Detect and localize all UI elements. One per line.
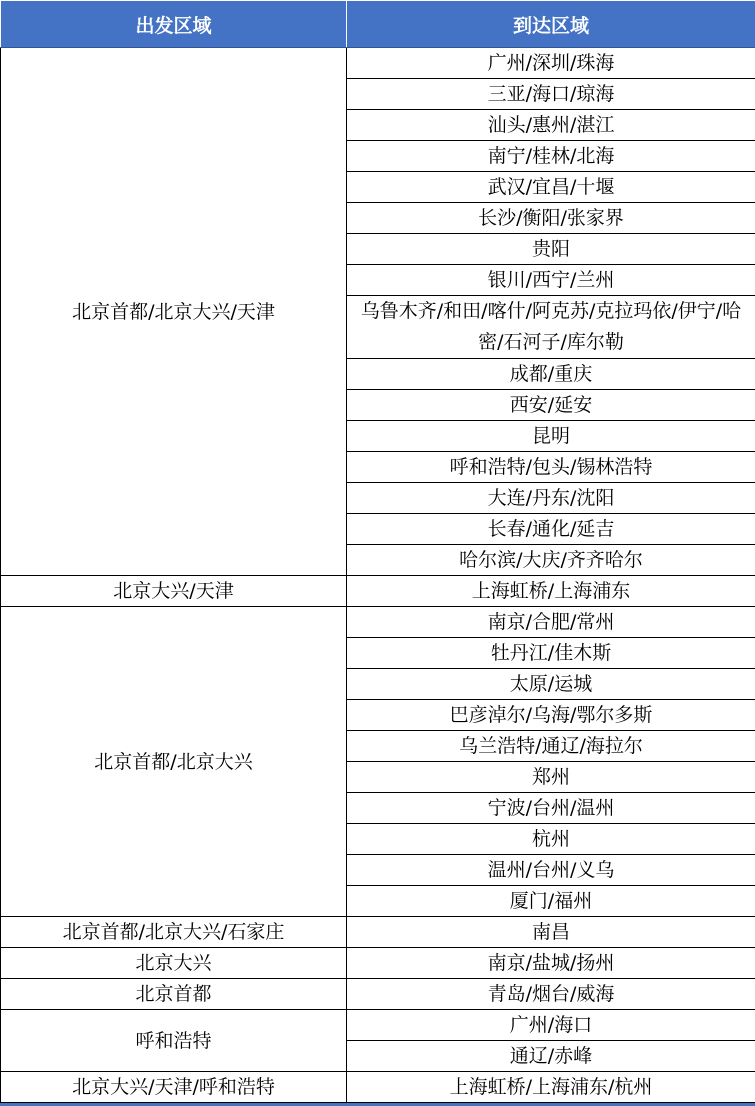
- arrival-cell: 乌鲁木齐/和田/喀什/阿克苏/克拉玛依/伊宁/哈密/石河子/库尔勒: [347, 296, 755, 359]
- arrival-cell: 广州/深圳/珠海: [347, 48, 755, 79]
- arrival-cell: 上海虹桥/上海浦东: [347, 576, 755, 607]
- arrival-cell: 昆明: [347, 421, 755, 452]
- table-row: [1, 1010, 755, 1041]
- arrival-cell: 上海虹桥/上海浦东/杭州: [347, 1072, 755, 1103]
- departure-header: 出发区域: [1, 1, 347, 48]
- arrival-cell: 哈尔滨/大庆/齐齐哈尔: [347, 545, 755, 576]
- arrival-cell: 通辽/赤峰: [347, 1041, 755, 1072]
- table-row: [1, 979, 755, 1010]
- arrival-cell: 宁波/台州/温州: [347, 793, 755, 824]
- arrival-cell: 青岛/烟台/威海: [347, 979, 755, 1010]
- header-row: [1, 1, 755, 48]
- arrival-cell: 大连/丹东/沈阳: [347, 483, 755, 514]
- arrival-cell: 贵阳: [347, 234, 755, 265]
- arrival-cell: 太原/运城: [347, 669, 755, 700]
- table-row: [1, 1072, 755, 1103]
- arrival-cell: 广州/海口: [347, 1010, 755, 1041]
- arrival-cell: 成都/重庆: [347, 359, 755, 390]
- arrival-cell: 武汉/宜昌/十堰: [347, 172, 755, 203]
- table-row: [1, 917, 755, 948]
- arrival-header: 到达区域: [347, 1, 755, 48]
- table-row: [1, 48, 755, 79]
- departure-cell: 北京首都/北京大兴/天津: [1, 48, 347, 576]
- arrival-cell: 汕头/惠州/湛江: [347, 110, 755, 141]
- arrival-cell: 杭州: [347, 824, 755, 855]
- arrival-cell: 三亚/海口/琼海: [347, 79, 755, 110]
- arrival-cell: 厦门/福州: [347, 886, 755, 917]
- table-row: [1, 607, 755, 638]
- arrival-cell: 巴彦淖尔/乌海/鄂尔多斯: [347, 700, 755, 731]
- arrival-cell: 乌兰浩特/通辽/海拉尔: [347, 731, 755, 762]
- table-row: [1, 948, 755, 979]
- arrival-cell: 郑州: [347, 762, 755, 793]
- departure-cell: 北京大兴/天津: [1, 576, 347, 607]
- arrival-cell: 南昌: [347, 917, 755, 948]
- arrival-cell: 呼和浩特/包头/锡林浩特: [347, 452, 755, 483]
- table-row: [1, 576, 755, 607]
- arrival-cell: 南京/盐城/扬州: [347, 948, 755, 979]
- departure-cell: 北京大兴: [1, 948, 347, 979]
- departure-cell: 北京首都: [1, 979, 347, 1010]
- arrival-cell: 牡丹江/佳木斯: [347, 638, 755, 669]
- arrival-cell: 温州/台州/义乌: [347, 855, 755, 886]
- arrival-cell: 长沙/衡阳/张家界: [347, 203, 755, 234]
- arrival-cell: 西安/延安: [347, 390, 755, 421]
- departure-cell: 北京首都/北京大兴/石家庄: [1, 917, 347, 948]
- departure-cell: 北京首都/北京大兴: [1, 607, 347, 917]
- arrival-cell: 南宁/桂林/北海: [347, 141, 755, 172]
- arrival-cell: 银川/西宁/兰州: [347, 265, 755, 296]
- departure-cell: 北京大兴/天津/呼和浩特: [1, 1072, 347, 1103]
- departure-cell: 呼和浩特: [1, 1010, 347, 1072]
- arrival-cell: 南京/合肥/常州: [347, 607, 755, 638]
- arrival-cell: 长春/通化/延吉: [347, 514, 755, 545]
